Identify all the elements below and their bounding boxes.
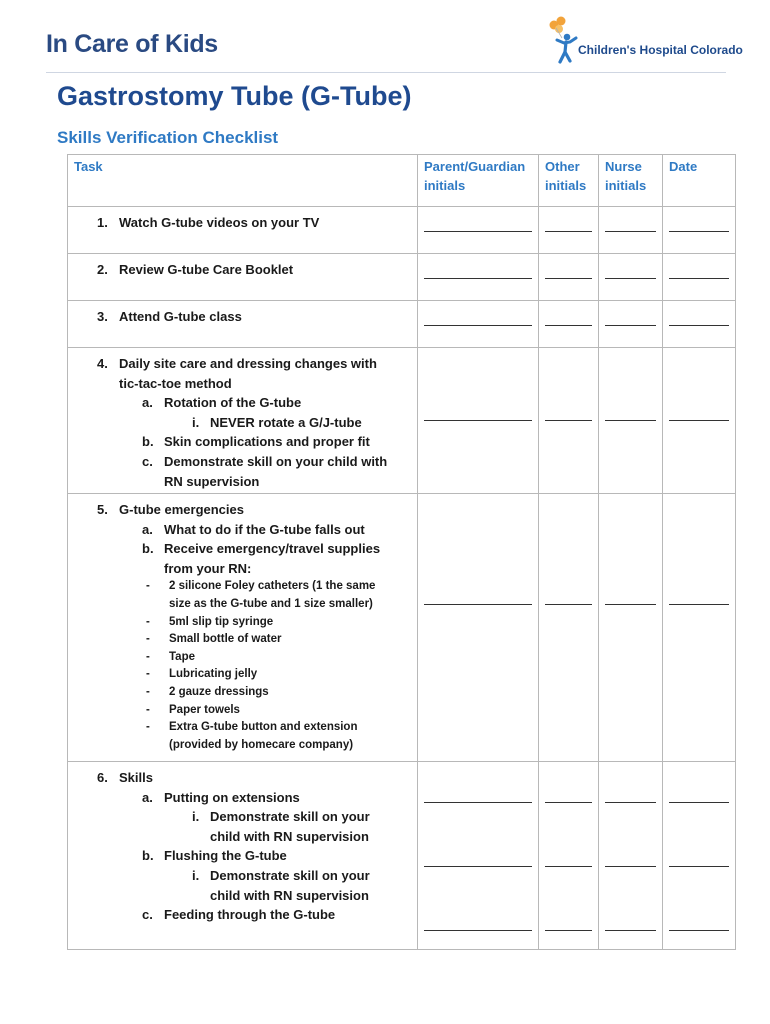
nurse-initials-field[interactable] [599,348,663,494]
date-field[interactable] [663,254,736,301]
other-initials-field[interactable] [539,301,599,348]
nurse-initials-field[interactable] [599,762,663,950]
page-title: Gastrostomy Tube (G-Tube) [57,81,412,111]
table-row [68,301,736,348]
date-field[interactable] [663,207,736,254]
other-initials-field[interactable] [539,762,599,950]
task-cell: 6. Skills a. Putting on extensions i. Demonstrate skill on your child with RN supervision b. Flushing the G-tube i. Demonstrate skill on your child with RN supervision c. Feeding through the G-tube [68,762,418,950]
task-cell: 1. Watch G-tube videos on your TV [68,207,418,254]
date-field[interactable] [663,494,736,762]
table-row [68,254,736,301]
nurse-initials-field[interactable] [599,494,663,762]
parent-initials-field[interactable] [418,494,539,762]
page-subtitle: Skills Verification Checklist [57,128,279,147]
column-header-parent: Parent/Guardian initials [418,155,539,207]
table-row [68,762,736,950]
supply-item: - 2 silicone Foley catheters (1 the same [97,578,409,596]
nurse-initials-field[interactable] [599,207,663,254]
column-header-nurse: Nurse initials [599,155,663,207]
other-initials-field[interactable] [539,254,599,301]
supply-item-cont: (provided by homecare company) [169,738,354,751]
supply-item: - Lubricating jelly [97,666,409,684]
supply-item: - Extra G-tube button and extension [97,719,409,737]
date-field[interactable] [663,301,736,348]
task-cell: 3. Attend G-tube class [68,301,418,348]
other-initials-field[interactable] [539,207,599,254]
supply-item: - Tape [97,649,409,667]
child-figure-icon [548,16,580,68]
parent-initials-field[interactable] [418,762,539,950]
parent-initials-field[interactable] [418,301,539,348]
task-cell: 5. G-tube emergencies a. What to do if the G-tube falls out b. Receive emergency/travel supplies from your RN: - 2 silicone Foley catheters (1 the same size as the G-tube and 1 size smaller) - 5ml slip tip syringe - Small bottle of water - Tape - Lubricating jelly - 2 gauze dressings - Paper towels - Extra G-tube button and extension (provided by homecare company) [68,494,418,762]
column-header-other: Other initials [539,155,599,207]
supply-item: - 2 gauze dressings [97,684,409,702]
skills-checklist-table [67,154,736,950]
parent-initials-field[interactable] [418,254,539,301]
table-row [68,494,736,762]
hospital-name: Children's Hospital Colorado [578,43,743,57]
brand-logo-text: In Care of Kids [46,30,218,58]
supply-item: - Paper towels [97,702,409,720]
task-cell: 2. Review G-tube Care Booklet [68,254,418,301]
supply-item: - Small bottle of water [97,631,409,649]
supply-item-cont: size as the G-tube and 1 size smaller) [169,597,373,610]
date-field[interactable] [663,348,736,494]
column-header-task: Task [68,155,418,207]
nurse-initials-field[interactable] [599,254,663,301]
supply-item: - 5ml slip tip syringe [97,614,409,632]
other-initials-field[interactable] [539,494,599,762]
table-header-row [68,155,736,207]
nurse-initials-field[interactable] [599,301,663,348]
table-row [68,348,736,494]
column-header-date: Date [663,155,736,207]
parent-initials-field[interactable] [418,348,539,494]
hospital-logo [548,16,743,68]
parent-initials-field[interactable] [418,207,539,254]
other-initials-field[interactable] [539,348,599,494]
table-row [68,207,736,254]
date-field[interactable] [663,762,736,950]
page-header [0,0,770,75]
header-divider [46,72,726,73]
task-cell: 4. Daily site care and dressing changes with tic-tac-toe method a. Rotation of the G-tube i. NEVER rotate a G/J-tube b. Skin complications and proper fit c. Demonstrate skill on your child with RN supervision [68,348,418,494]
